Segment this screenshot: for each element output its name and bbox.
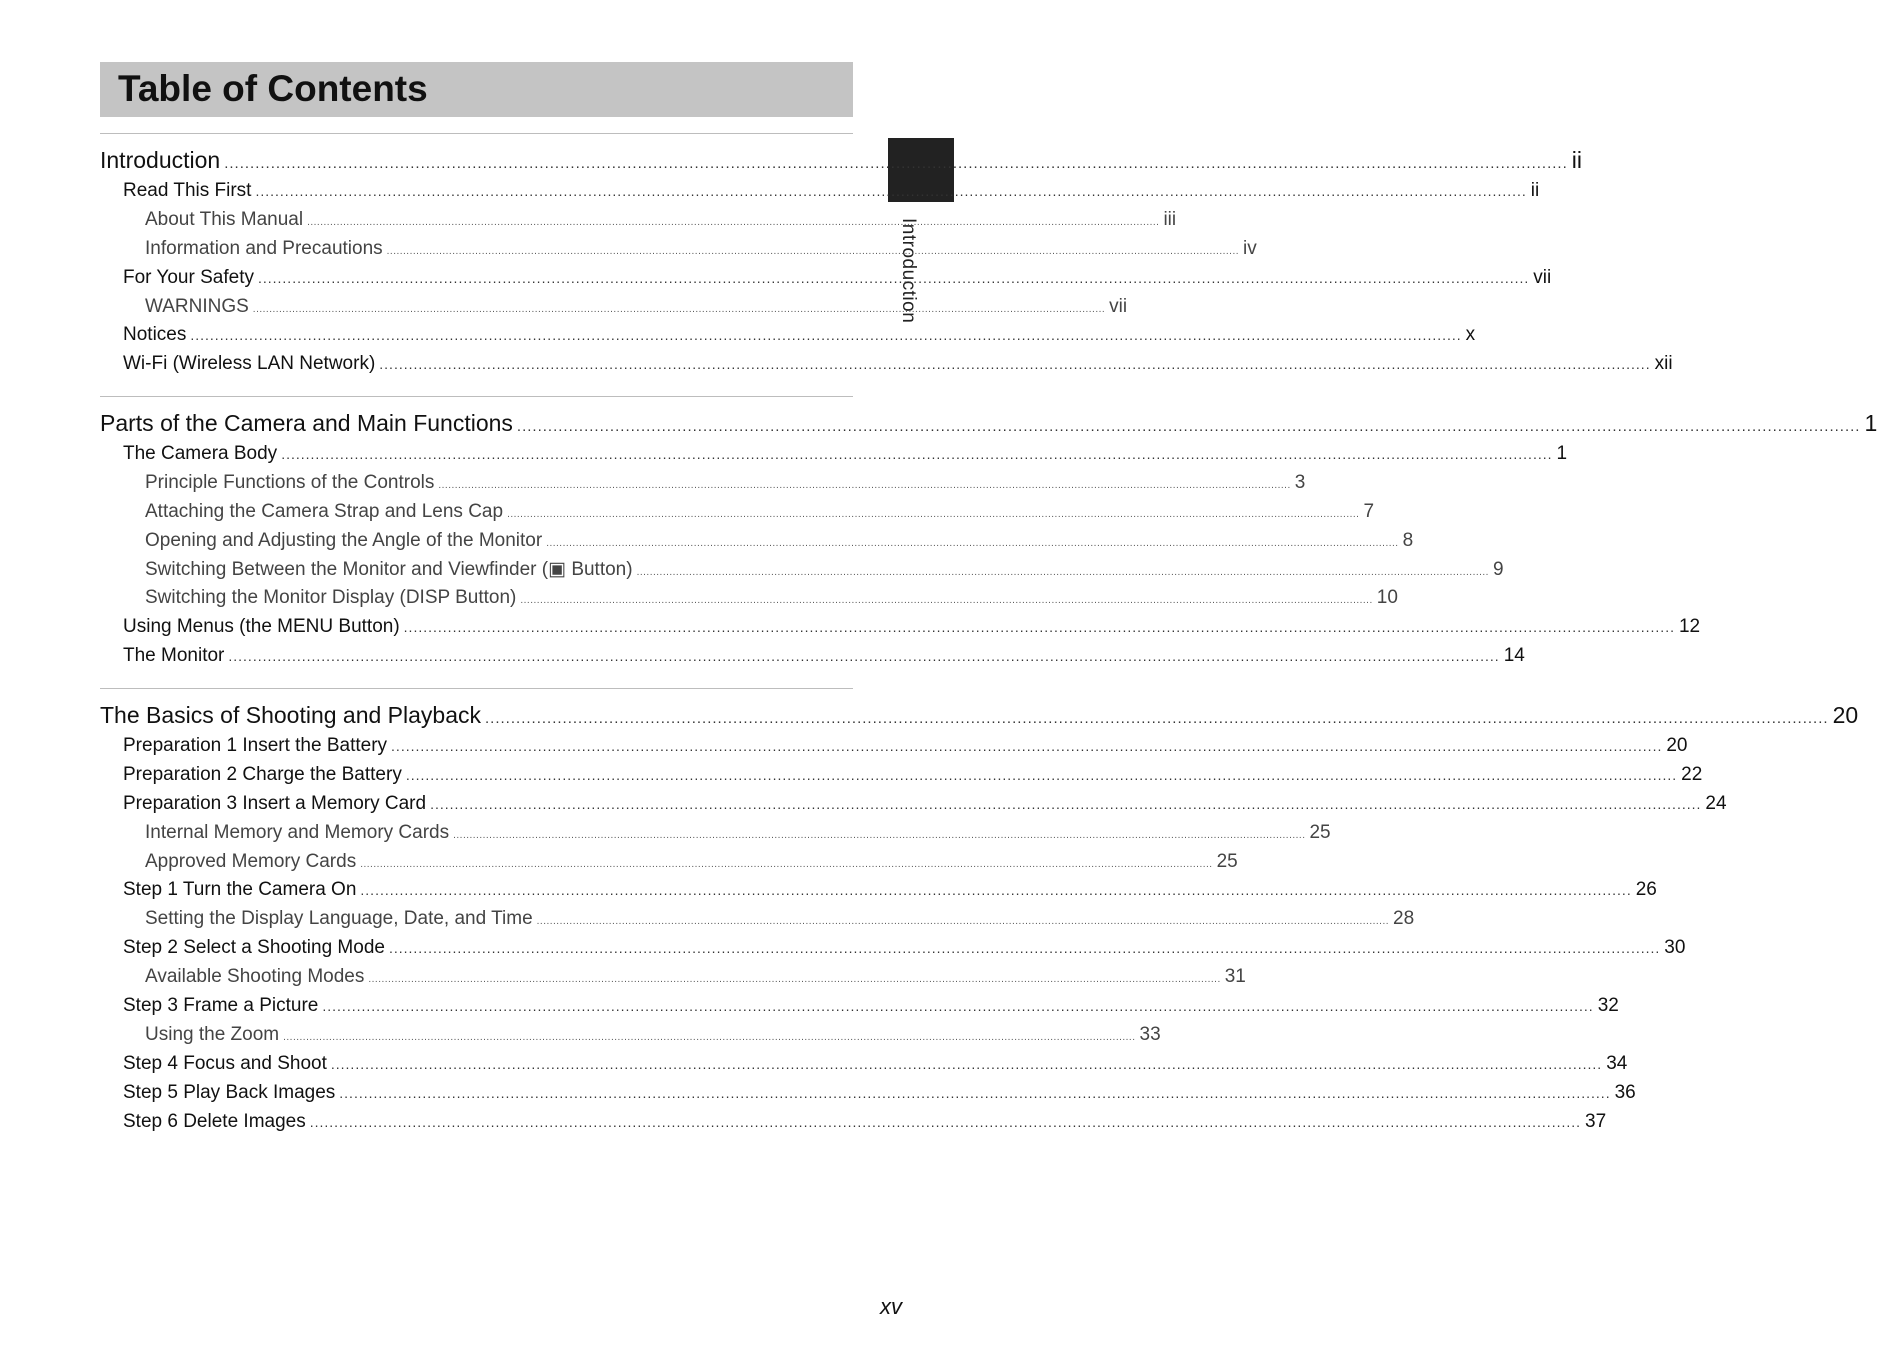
dot-leader: ....................................................................................................................................................................................................................................................................	[453, 829, 1306, 841]
dot-leader: ....................................................................................................................................................................................................................................................................	[546, 537, 1399, 549]
toc-entry-title: The Monitor	[123, 645, 225, 667]
toc-entry-title: Using the Zoom	[145, 1023, 280, 1045]
toc-entry-title: Read This First	[123, 180, 252, 201]
toc-page-number: 20	[1832, 702, 1859, 728]
toc-entry-title: Available Shooting Modes	[145, 966, 365, 988]
toc-page-number: 10	[1376, 587, 1398, 609]
toc-entry-link[interactable]	[100, 613, 1701, 642]
toc-entry-title: Switching the Monitor Display (DISP Button)	[145, 587, 517, 609]
toc-chapter-link[interactable]	[100, 698, 1859, 732]
toc-entry-title: Notices	[123, 324, 187, 346]
toc-page-number: 37	[1585, 1110, 1607, 1132]
dot-leader: ....................................................................................................................................................................................................................................................................	[485, 710, 1829, 727]
dot-leader: ....................................................................................................................................................................................................................................................................	[190, 327, 1462, 344]
toc-entry-link[interactable]	[100, 556, 1504, 585]
toc-entry-link[interactable]	[100, 963, 1246, 992]
toc-entry-link[interactable]	[100, 440, 1568, 469]
toc-page-number: xii	[1654, 353, 1673, 375]
toc-entry-link[interactable]	[100, 1108, 1607, 1137]
toc-page-number: vii	[1109, 295, 1128, 317]
toc-entry-title: About This Manual	[145, 208, 304, 230]
dot-leader: ....................................................................................................................................................................................................................................................................	[360, 882, 1632, 899]
toc-entry-title: Step 6 Delete Images	[123, 1110, 306, 1132]
toc-entry-title: Switching Between the Monitor and Viewfinder (▣ Button)	[145, 558, 633, 580]
toc-entry-title: Principle Functions of the Controls	[145, 471, 435, 493]
toc-entry-title: Step 3 Frame a Picture	[123, 995, 319, 1017]
dot-leader: ....................................................................................................................................................................................................................................................................	[228, 648, 1500, 665]
dot-leader: ....................................................................................................................................................................................................................................................................	[368, 974, 1221, 986]
toc-entry-title: Approved Memory Cards	[145, 850, 357, 872]
dot-leader: ....................................................................................................................................................................................................................................................................	[339, 1084, 1611, 1101]
dot-leader: ....................................................................................................................................................................................................................................................................	[430, 795, 1702, 812]
chapter-tab-label: Introduction	[898, 218, 919, 324]
toc-entry-title: Opening and Adjusting the Angle of the Monitor	[145, 529, 543, 551]
dot-leader: ....................................................................................................................................................................................................................................................................	[386, 245, 1240, 257]
toc-page-number: x	[1465, 324, 1476, 346]
toc-entry-title: Preparation 3 Insert a Memory Card	[123, 792, 427, 814]
dot-leader: ....................................................................................................................................................................................................................................................................	[330, 1055, 1603, 1072]
toc-entry-title: Attaching the Camera Strap and Lens Cap	[145, 500, 504, 522]
dot-leader: ....................................................................................................................................................................................................................................................................	[255, 183, 1527, 199]
toc-page-number: vii	[1533, 266, 1552, 288]
toc-page-number: 32	[1597, 995, 1619, 1017]
toc-entry-link[interactable]	[100, 1050, 1628, 1079]
toc-entry-link[interactable]	[100, 1021, 1161, 1050]
toc-entry-link[interactable]	[100, 1079, 1636, 1108]
dot-leader: ....................................................................................................................................................................................................................................................................	[520, 595, 1373, 607]
toc-entry-link[interactable]	[100, 732, 1688, 761]
dot-leader: ....................................................................................................................................................................................................................................................................	[252, 303, 1106, 315]
toc-page-number: 25	[1309, 821, 1331, 843]
toc-entry-title: Parts of the Camera and Main Functions	[100, 410, 513, 436]
toc-entry-title: Step 4 Focus and Shoot	[123, 1052, 327, 1074]
toc-entry-link[interactable]	[100, 934, 1686, 963]
section-divider	[100, 688, 853, 689]
toc-entry-title: Wi-Fi (Wireless LAN Network)	[123, 353, 376, 375]
toc-page-number: 1	[1864, 410, 1877, 436]
toc-entry-title: WARNINGS	[145, 295, 249, 317]
section-divider	[100, 133, 853, 134]
toc-entry-link[interactable]	[100, 819, 1331, 848]
dot-leader: ....................................................................................................................................................................................................................................................................	[516, 418, 1861, 435]
toc-entry-title: For Your Safety	[123, 266, 254, 288]
dot-leader: ....................................................................................................................................................................................................................................................................	[388, 940, 1661, 957]
toc-entry-link[interactable]	[100, 206, 1177, 235]
toc-page-number: 30	[1664, 937, 1686, 959]
dot-leader: ....................................................................................................................................................................................................................................................................	[360, 858, 1213, 870]
toc-page-number: 34	[1606, 1052, 1628, 1074]
toc-entry-link[interactable]	[100, 235, 1257, 264]
toc-entry-link[interactable]	[100, 177, 1540, 206]
toc-entry-link[interactable]	[100, 469, 1306, 498]
toc-entry-link[interactable]	[100, 642, 1525, 671]
page-number: xv	[880, 1294, 902, 1319]
toc-entry-title: Information and Precautions	[145, 237, 383, 259]
toc-entry-title: Preparation 1 Insert the Battery	[123, 735, 388, 756]
dot-leader: ....................................................................................................................................................................................................................................................................	[322, 998, 1594, 1015]
toc-entry-link[interactable]	[100, 264, 1552, 293]
toc-section-basics	[100, 688, 1859, 1136]
dot-leader: ....................................................................................................................................................................................................................................................................	[438, 479, 1291, 491]
toc-section-introduction	[100, 133, 1673, 379]
toc-entry-title: Step 5 Play Back Images	[123, 1081, 336, 1103]
dot-leader: ....................................................................................................................................................................................................................................................................	[309, 1113, 1582, 1130]
toc-entry-link[interactable]	[100, 876, 1657, 905]
toc-page-number: 3	[1294, 471, 1306, 493]
dot-leader: ....................................................................................................................................................................................................................................................................	[224, 155, 1568, 172]
dot-leader: ....................................................................................................................................................................................................................................................................	[536, 916, 1390, 928]
toc-entry-link[interactable]	[100, 293, 1128, 322]
toc-page-number: 36	[1614, 1081, 1636, 1103]
dot-leader: ....................................................................................................................................................................................................................................................................	[379, 356, 1651, 373]
toc-page-number: 9	[1492, 558, 1504, 580]
toc-page-number: 20	[1666, 735, 1688, 756]
toc-entry-link[interactable]	[100, 527, 1414, 556]
dot-leader: ....................................................................................................................................................................................................................................................................	[507, 508, 1360, 520]
toc-entry-link[interactable]	[100, 584, 1398, 613]
toc-page-number: 31	[1224, 966, 1246, 988]
toc-entry-link[interactable]	[100, 905, 1415, 934]
toc-entry-title: Step 2 Select a Shooting Mode	[123, 937, 385, 959]
dot-leader: ....................................................................................................................................................................................................................................................................	[405, 766, 1678, 783]
toc-entry-title: The Basics of Shooting and Playback	[100, 702, 482, 728]
toc-section-parts-of-camera	[100, 396, 1877, 671]
dot-leader: ....................................................................................................................................................................................................................................................................	[391, 738, 1663, 754]
toc-entry-title: Step 1 Turn the Camera On	[123, 879, 357, 901]
toc-page-number: 12	[1678, 616, 1701, 638]
toc-page-number: 8	[1402, 529, 1414, 551]
toc-entry-link[interactable]	[100, 321, 1476, 350]
toc-page-number: iv	[1243, 237, 1257, 259]
dot-leader: ....................................................................................................................................................................................................................................................................	[283, 1031, 1136, 1043]
toc-page-number: 25	[1216, 850, 1238, 872]
toc-page-number: 7	[1363, 500, 1375, 522]
page-title: Table of Contents	[118, 68, 428, 109]
dot-leader: ....................................................................................................................................................................................................................................................................	[307, 216, 1160, 228]
toc-entry-link[interactable]	[100, 350, 1673, 379]
toc-entry-title: Internal Memory and Memory Cards	[145, 821, 450, 843]
toc-page-number: 24	[1705, 792, 1727, 814]
toc-page-number: iii	[1163, 208, 1177, 230]
toc-entry-link[interactable]	[100, 790, 1727, 819]
dot-leader: ....................................................................................................................................................................................................................................................................	[403, 619, 1675, 636]
toc-entry-link[interactable]	[100, 761, 1703, 790]
toc-page-number: ii	[1530, 180, 1540, 201]
toc-page-number: 26	[1635, 879, 1657, 901]
toc-chapter-link[interactable]	[100, 143, 1582, 177]
toc-entry-title: Introduction	[100, 147, 221, 173]
toc-entry-title: Preparation 2 Charge the Battery	[123, 763, 402, 785]
dot-leader: ....................................................................................................................................................................................................................................................................	[281, 446, 1553, 462]
toc-page-number: 14	[1503, 645, 1525, 667]
title-banner	[100, 62, 853, 117]
toc-page-number: 1	[1556, 443, 1568, 464]
dot-leader: ....................................................................................................................................................................................................................................................................	[636, 566, 1489, 578]
toc-entry-link[interactable]	[100, 498, 1375, 527]
toc-page-number: 22	[1681, 763, 1703, 785]
toc-entry-link[interactable]	[100, 848, 1238, 877]
section-divider	[100, 396, 853, 397]
toc-page-number: 33	[1139, 1023, 1161, 1045]
toc-page-number: 28	[1393, 908, 1415, 930]
toc-page-number: ii	[1571, 147, 1582, 173]
dot-leader: ....................................................................................................................................................................................................................................................................	[257, 269, 1530, 286]
toc-entry-link[interactable]	[100, 992, 1619, 1021]
toc-entry-title: The Camera Body	[123, 443, 278, 464]
toc-entry-title: Using Menus (the MENU Button)	[123, 616, 400, 638]
toc-chapter-link[interactable]	[100, 406, 1877, 440]
toc-entry-title: Setting the Display Language, Date, and Time	[145, 908, 533, 930]
